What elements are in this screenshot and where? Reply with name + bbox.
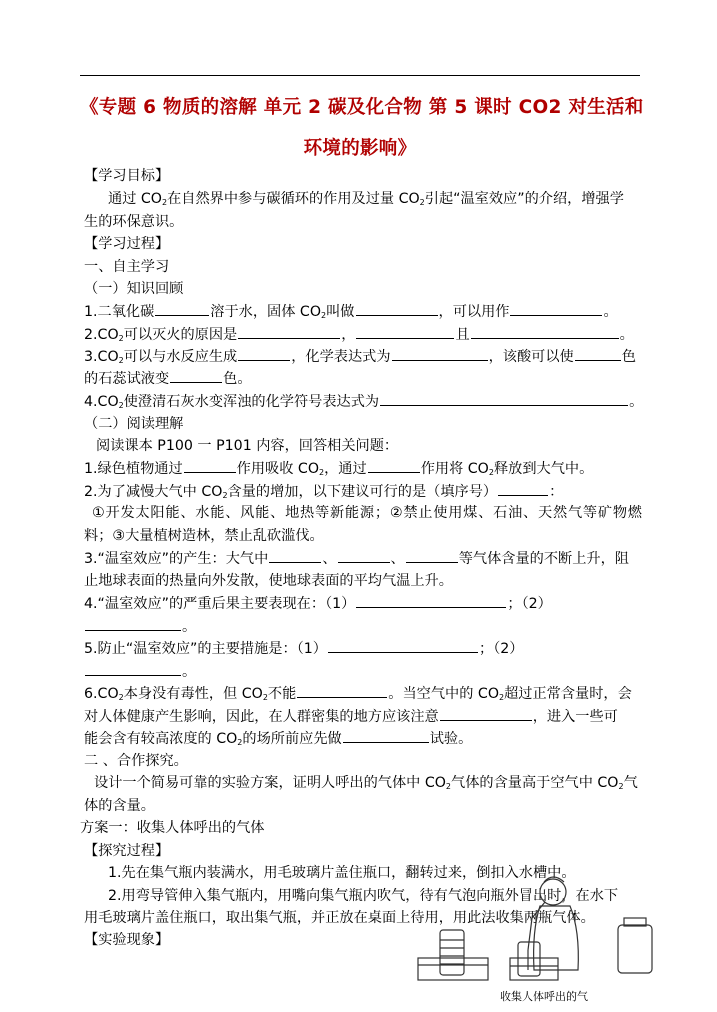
blank <box>510 302 602 316</box>
goal-text-line1: 通过 $CO_2$在自然界中参与碳循环的作用及过量 $CO_2$引起“温室效应”的介绍，增强学 <box>108 191 624 207</box>
review-q1: 1.二氧化碳 溶于水，固体 $CO_2$叫做 ，可以用作 。 <box>84 304 618 320</box>
coop-heading: 二 、合作探究。 <box>84 753 188 769</box>
reading-r4-line1: 4.“温室效应”的严重后果主要表现在：（1） ；（2） <box>84 596 552 612</box>
blank <box>269 549 321 563</box>
blank <box>238 325 340 339</box>
reading-r2: 2.为了减慢大气中 $CO_2$含量的增加，以下建议可行的是（填序号） ： <box>84 484 564 500</box>
blank <box>498 482 548 496</box>
self-study-heading: 一、自主学习 <box>84 259 170 275</box>
review-q4: $4.CO_2$使澄清石灰水变浑浊的化学符号表达式为 。 <box>84 394 644 410</box>
blank <box>343 729 429 743</box>
inverted-gas-bottle <box>440 930 464 975</box>
blank <box>328 639 478 653</box>
reading-r1: 1.绿色植物通过 作用吸收 $CO_2$，通过 作用将 $CO_2$释放到大气中。 <box>84 461 594 477</box>
page-title-line2: 环境的影响》 <box>303 138 417 159</box>
review-q3-line2: 的石蕊试液变 色。 <box>84 371 252 387</box>
reading-intro: 阅读课本 P100 一 P101 内容，回答相关问题： <box>96 438 399 454</box>
blank <box>238 347 290 361</box>
review-heading: （一）知识回顾 <box>84 281 184 297</box>
reading-r4-line2: 。 <box>84 617 196 636</box>
blank <box>368 459 420 473</box>
coop-design-line2: 体的含量。 <box>84 798 155 814</box>
header-rule <box>80 75 640 76</box>
reading-r2-options-line2: 料；③大量植树造林，禁止乱砍滥伐。 <box>84 528 324 544</box>
review-q3-line1: $3.CO_2$可以与水反应生成 ，化学表达式为 ，该酸可以使 色 <box>84 349 636 365</box>
plan-one: 方案一：收集人体呼出的气体 <box>80 820 265 836</box>
explore-step2-line2: 用毛玻璃片盖住瓶口，取出集气瓶，并正放在桌面上待用，用此法收集两瓶气体。 <box>84 910 595 926</box>
blank <box>471 325 619 339</box>
phenomenon-heading: 【实验现象】 <box>84 932 170 948</box>
blank <box>440 707 532 721</box>
goal-heading: 【学习目标】 <box>84 168 170 184</box>
reading-r6-line1: $6.CO_2$本身没有毒性，但 $CO_2$不能 。当空气中的 $CO_2$超过正常含量时，会 <box>84 686 632 702</box>
illustration-caption: 收集人体呼出的气 <box>500 990 588 1003</box>
goal-text-line2: 生的环保意识。 <box>84 214 184 230</box>
collected-gas-jar <box>618 925 652 973</box>
water-trough <box>418 958 488 980</box>
reading-heading: （二）阅读理解 <box>84 416 184 432</box>
blank <box>392 347 488 361</box>
reading-r5-line2: 。 <box>84 662 196 681</box>
reading-r6-line2: 对人体健康产生影响，因此，在人群密集的地方应该注意 ，进入一些可 <box>84 709 618 725</box>
reading-r2-options-line1: ①开发太阳能、水能、风能、地热等新能源；②禁止使用煤、石油、天然气等矿物燃 <box>92 505 642 521</box>
blank <box>406 549 458 563</box>
explore-heading: 【探究过程】 <box>84 843 170 859</box>
blank <box>356 325 454 339</box>
blank <box>85 617 181 631</box>
coop-design-line1: 设计一个简易可靠的实验方案，证明人呼出的气体中 $CO_2$气体的含量高于空气中 $CO_2$气 <box>94 775 638 791</box>
explore-step1: 1.先在集气瓶内装满水，用毛玻璃片盖住瓶口，翻转过来，倒扣入水槽中。 <box>108 865 576 881</box>
blank <box>575 347 621 361</box>
blank <box>170 369 222 383</box>
blank <box>155 302 209 316</box>
blank <box>380 392 628 406</box>
process-heading: 【学习过程】 <box>84 236 170 252</box>
blank <box>184 459 236 473</box>
reading-r3-line2: 止地球表面的热量向外发散，使地球表面的平均气温上升。 <box>84 573 453 589</box>
blank <box>297 684 387 698</box>
review-q2: $2.CO_2$可以灭火的原因是 ， 且 。 <box>84 327 634 343</box>
explore-step2-line1: 2.用弯导管伸入集气瓶内，用嘴向集气瓶内吹气，待有气泡向瓶外冒出时，在水下 <box>108 888 619 904</box>
blank <box>338 549 390 563</box>
person-head <box>540 879 566 905</box>
page-title-line1: 《专题 6 物质的溶解 单元 2 碳及化合物 第 5 课时 CO2 对生活和 <box>80 97 644 118</box>
blank <box>356 594 506 608</box>
blank <box>356 302 438 316</box>
reading-r3-line1: 3.“温室效应”的产生：大气中 、 、 等气体含量的不断上升，阻 <box>84 551 629 567</box>
blank <box>85 662 181 676</box>
reading-r6-line3: 能会含有较高浓度的 $CO_2$的场所前应先做 试验。 <box>84 731 473 747</box>
reading-r5-line1: 5.防止“温室效应”的主要措施是：（1） ；（2） <box>84 641 524 657</box>
